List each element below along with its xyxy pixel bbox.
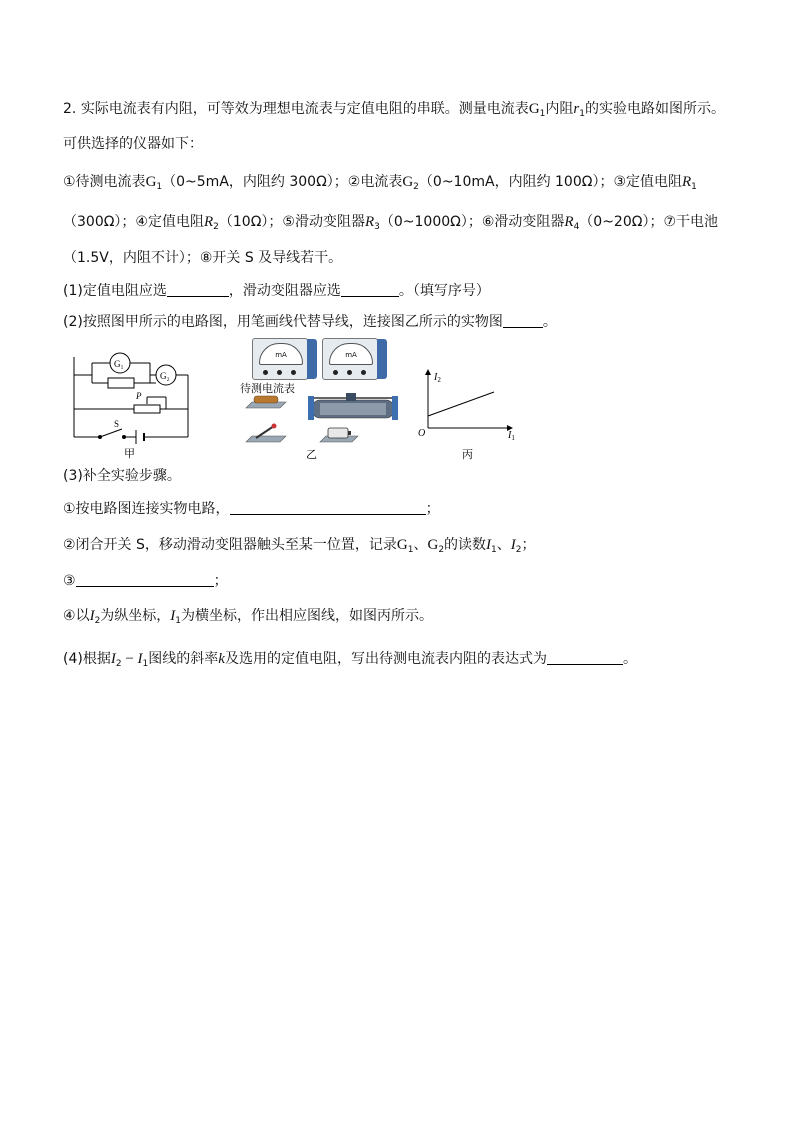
instrument-list-line-2: （300Ω）；④定值电阻$R_2(10\Omega)$；⑤滑动变阻器$R_3(0\sim 1000\Omega)$；⑥滑动变阻器$R_4(0\sim 20\Omega)$；⑦干电池	[63, 214, 718, 232]
answer-blank-step-3[interactable]	[76, 571, 214, 587]
instrument-list-line-1: ①待测电流表$G_1(0\sim 5mA$，内阻约 300Ω）；②电流表$G_2(0\sim 10mA$，内阻约 100Ω）；③定值电阻$R_1$	[63, 174, 697, 192]
switch-contact	[123, 436, 126, 439]
sub-question-3: (3)补全实验步骤。	[63, 468, 181, 484]
test-ammeter-face: mA	[259, 343, 303, 365]
x-axis-label: $I_1$	[508, 430, 515, 442]
answer-blank-wiring[interactable]	[503, 312, 543, 328]
battery-device	[320, 428, 358, 442]
test-ammeter	[252, 338, 308, 380]
figure-jia-caption: 甲	[124, 448, 135, 459]
step-2: ②闭合开关 S，移动滑动变阻器触头至某一位置，记录$G_1$、$G_2$的读数$I_1$、$I_2$；	[63, 537, 536, 555]
knife-switch-device	[246, 424, 286, 443]
g1-label: G₁	[114, 359, 124, 369]
answer-blank-expression[interactable]	[547, 649, 623, 665]
test-ammeter-label: 待测电流表	[240, 383, 295, 395]
instruments-heading: 可供选择的仪器如下：	[63, 136, 203, 152]
sub-question-2: (2)按照图甲所示的电路图，用笔画线代替导线，连接图乙所示的实物图 。	[63, 314, 557, 330]
origin-label: O	[418, 428, 426, 439]
instrument-list-line-3: （1.5V，内阻不计）；⑧开关 S 及导线若干。	[63, 250, 343, 266]
sub-question-4: (4)根据$I_2 - I_1$图线的斜率k及选用的定值电阻，写出待测电流表内阻的表达式为 。	[63, 651, 637, 669]
figure-bing-graph	[414, 366, 524, 462]
figure-bing-caption: 丙	[462, 449, 473, 461]
fixed-resistor-device	[246, 396, 286, 408]
g2-label: G₂	[160, 371, 170, 381]
figure-jia-circuit	[66, 347, 196, 459]
answer-blank-rheostat[interactable]	[341, 281, 399, 297]
reference-ammeter-face: mA	[329, 343, 373, 365]
slider-p-label: P	[136, 391, 142, 401]
step-3: ③ ；	[63, 573, 228, 589]
rheostat-symbol	[134, 405, 160, 413]
step-4: ④以$I_2$为纵坐标，$I_1$为横坐标，作出相应图线，如图丙所示。	[63, 608, 434, 626]
i2-i1-line	[428, 392, 494, 416]
question-intro: 2. 实际电流表有内阻，可等效为理想电流表与定值电阻的串联。测量电流表$G_1$内阻$r_1$的实验电路如图所示。	[63, 101, 725, 119]
reference-ammeter	[322, 338, 378, 380]
question-number: 2.	[63, 101, 77, 117]
switch-blade	[100, 429, 122, 437]
answer-blank-resistor[interactable]	[167, 281, 229, 297]
figure-yi-apparatus	[240, 338, 400, 460]
step-1: ①按电路图连接实物电路， ；	[63, 501, 440, 517]
switch-s-label: S	[114, 419, 120, 429]
apparatus-drawings	[240, 392, 400, 460]
answer-blank-step-1[interactable]	[230, 499, 426, 515]
fixed-resistor-symbol	[108, 378, 134, 388]
sliding-rheostat-device	[308, 393, 398, 420]
sub-question-1: (1)定值电阻应选 ，滑动变阻器应选 。（填写序号）	[63, 283, 490, 299]
figure-yi-caption: 乙	[306, 449, 317, 460]
y-axis-label: $I_2$	[434, 372, 441, 384]
